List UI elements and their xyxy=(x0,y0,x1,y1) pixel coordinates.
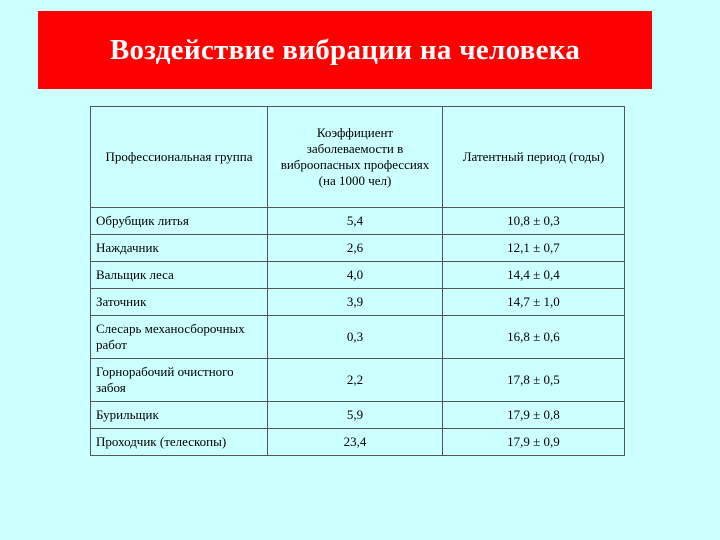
table-row xyxy=(91,289,625,316)
cell-group: Заточник xyxy=(91,289,268,316)
page-title: Воздействие вибрации на человека xyxy=(109,33,581,66)
table-row xyxy=(91,235,625,262)
cell-latent: 16,8 ± 0,6 xyxy=(443,316,625,359)
cell-group: Проходчик (телескопы) xyxy=(91,429,268,456)
table-row xyxy=(91,429,625,456)
cell-latent: 17,9 ± 0,9 xyxy=(443,429,625,456)
title-banner xyxy=(38,11,652,89)
cell-coefficient: 5,9 xyxy=(268,402,443,429)
cell-coefficient: 2,2 xyxy=(268,359,443,402)
cell-group: Горнорабочий очистного забоя xyxy=(91,359,268,402)
cell-latent: 10,8 ± 0,3 xyxy=(443,208,625,235)
header-latent-period: Латентный период (годы) xyxy=(443,107,625,208)
header-group: Профессиональная группа xyxy=(91,107,268,208)
cell-coefficient: 3,9 xyxy=(268,289,443,316)
table-row xyxy=(91,262,625,289)
vibration-table xyxy=(90,106,625,456)
table-row xyxy=(91,359,625,402)
cell-group: Обрубщик литья xyxy=(91,208,268,235)
header-coefficient: Коэффициент заболеваемости в виброопасных профессиях (на 1000 чел) xyxy=(268,107,443,208)
table-header-row xyxy=(91,107,625,208)
cell-coefficient: 4,0 xyxy=(268,262,443,289)
cell-group: Бурильщик xyxy=(91,402,268,429)
table-row xyxy=(91,316,625,359)
cell-latent: 17,9 ± 0,8 xyxy=(443,402,625,429)
cell-latent: 14,4 ± 0,4 xyxy=(443,262,625,289)
cell-coefficient: 23,4 xyxy=(268,429,443,456)
cell-group: Слесарь механосборочных работ xyxy=(91,316,268,359)
cell-coefficient: 2,6 xyxy=(268,235,443,262)
cell-latent: 14,7 ± 1,0 xyxy=(443,289,625,316)
cell-group: Вальщик леса xyxy=(91,262,268,289)
cell-coefficient: 0,3 xyxy=(268,316,443,359)
cell-latent: 12,1 ± 0,7 xyxy=(443,235,625,262)
cell-coefficient: 5,4 xyxy=(268,208,443,235)
cell-group: Наждачник xyxy=(91,235,268,262)
table-row xyxy=(91,208,625,235)
cell-latent: 17,8 ± 0,5 xyxy=(443,359,625,402)
table-row xyxy=(91,402,625,429)
